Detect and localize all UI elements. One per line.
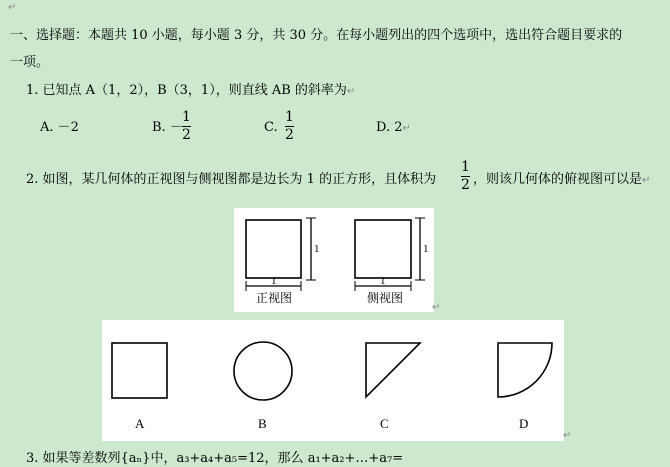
q1-stem-text: 1. 已知点 A（1，2），B（3，1），则直线 AB 的斜率为: [26, 83, 347, 98]
q1-option-b-fraction: [182, 110, 191, 143]
option-a-label: A: [135, 416, 145, 431]
option-c-triangle: [366, 343, 420, 397]
three-view-figure: [234, 208, 434, 312]
paragraph-mark: ↵: [8, 2, 17, 13]
q1-stem: [26, 83, 355, 100]
q1-option-d: [376, 120, 411, 137]
fraction-denominator: 2: [461, 177, 470, 193]
three-view-drawing: [234, 208, 434, 312]
option-c-label: C: [380, 416, 389, 431]
q3-stem: 3. 如果等差数列{aₙ}中，a₃+a₄+a₅=12，那么 a₁+a₂+…+a₇=: [26, 451, 404, 466]
option-b-label: B: [258, 416, 267, 431]
side-view-label: 侧视图: [367, 291, 404, 305]
section-heading-line1: 一、选择题：本题共 10 小题，每小题 3 分，共 30 分。在每小题列出的四个选项中，选出符合题目要求的: [10, 28, 623, 43]
paragraph-mark: ↵: [642, 175, 651, 186]
side-view-dim-vertical-label: 1: [423, 243, 429, 255]
q2-stem-fraction: [461, 160, 470, 193]
q1-option-c-label: C.: [264, 120, 278, 135]
paragraph-mark: ↵: [402, 123, 411, 134]
q1-option-c-fraction: [285, 110, 294, 143]
q1-option-a: A. －2: [40, 120, 79, 135]
fraction-denominator: 2: [285, 127, 294, 143]
paragraph-mark: ↵: [432, 302, 441, 313]
top-view-options-figure: [102, 320, 564, 441]
side-view-square: [355, 220, 411, 278]
fraction-numerator: 1: [182, 109, 191, 125]
front-view-square: [246, 220, 301, 278]
q1-option-d-text: D. 2: [376, 120, 403, 135]
section-heading-line2: 一项。: [10, 55, 50, 70]
fraction-numerator: 1: [461, 159, 470, 175]
top-view-options-drawing: [102, 320, 564, 441]
q1-option-b-label: B. －: [152, 120, 183, 135]
option-b-circle: [234, 342, 292, 400]
front-view-dim-vertical-label: 1: [314, 243, 320, 255]
front-view-dim-horizontal-label: 1: [271, 275, 277, 287]
q2-stem-before: 2. 如图，某几何体的正视图与侧视图都是边长为 1 的正方形，且体积为: [26, 172, 437, 187]
front-view-label: 正视图: [256, 291, 293, 305]
fraction-numerator: 1: [285, 109, 294, 125]
option-a-square: [112, 343, 167, 398]
q2-stem-after: [473, 172, 650, 189]
side-view-dim-horizontal-label: 1: [380, 275, 386, 287]
paragraph-mark: ↵: [346, 86, 356, 97]
q2-stem-after-text: ，则该几何体的俯视图可以是: [473, 172, 643, 187]
fraction-denominator: 2: [182, 127, 191, 143]
paragraph-mark: ↵: [563, 430, 572, 441]
option-d-label: D: [519, 416, 529, 431]
option-d-quarter-circle: [498, 343, 552, 397]
